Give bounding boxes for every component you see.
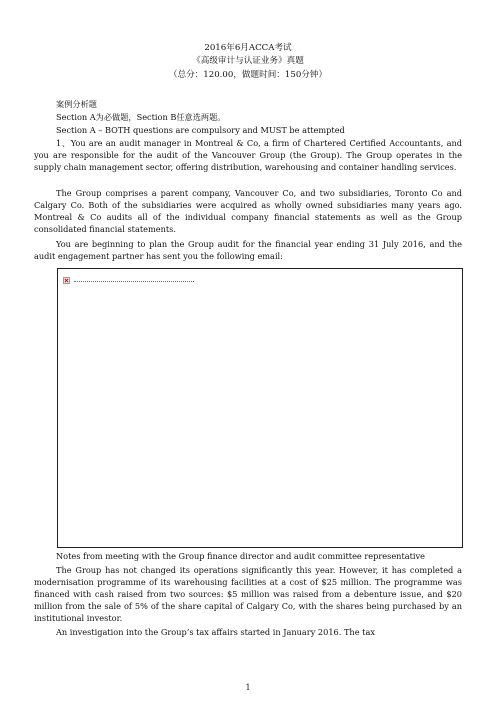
page-number: 1 [245, 683, 251, 692]
email-intro-paragraph: You are beginning to plan the Group audit for the financial year ending 31 July 2016, and the audit engagement partner has sent you the following email: [34, 239, 462, 261]
case-label: 案例分析题 [56, 99, 97, 109]
notes-paragraph: An investigation into the Group’s tax affairs started in January 2016. The tax [56, 627, 375, 637]
notes-paragraph: The Group has not changed its operations significantly this year. However, it has completed a modernisation programme of its warehousing facilities at a cost of $25 million. The programme was financed with cash raised from two sources: $5 million was raised from a debenture issue, and $20 million from the sale of 5% of the share capital of Calgary Co, with the shares being purchased by an institutional investor. [34, 565, 462, 623]
embedded-email-image [57, 268, 463, 548]
image-link-placeholder [74, 277, 194, 282]
notes-heading: Notes from meeting with the Group finance director and audit committee representative [56, 551, 425, 561]
group-structure-paragraph: The Group comprises a parent company, Vancouver Co, and two subsidiaries, Toronto Co and Calgary Co. Both of the subsidiaries were acquired as wholly owned subsidiaries many years ago. Montreal & Co audits all of the individual company financial statements as well as the Group consolidated financial statements. [34, 188, 462, 234]
exam-meta: （总分：120.00，做题时间：150分钟） [168, 70, 328, 80]
broken-image-icon [63, 277, 70, 284]
section-instruction-cn: Section A为必做题，Section B任意选两题。 [56, 112, 226, 122]
exam-title: 2016年6月ACCA考试 [204, 43, 292, 53]
section-instruction-en: Section A – BOTH questions are compulsory and MUST be attempted [56, 125, 345, 135]
question-paragraph: 1、You are an audit manager in Montreal & Co, a firm of Chartered Certified Accountants, and you are responsible for the audit of the Vancouver Group (the Group). The Group operates in the supply chain management sector, offering distribution, warehousing and container handling services. [34, 138, 462, 172]
exam-subtitle: 《高级审计与认证业务》真题 [192, 56, 304, 66]
